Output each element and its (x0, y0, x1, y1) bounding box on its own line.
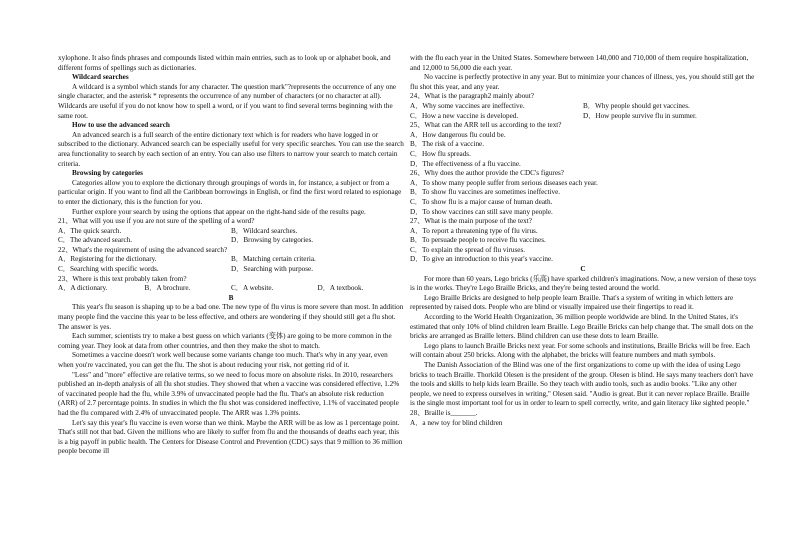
q21-option-c: C．The advanced search. (58, 236, 133, 245)
question-24-options-row2 (410, 112, 756, 122)
q27-option-a: A．To report a threatening type of flu virus. (410, 226, 538, 235)
q24-option-c: C．How a new vaccine is developed. (410, 111, 519, 120)
question-22-options-row1 (58, 255, 404, 265)
section-c-heading: C (580, 265, 586, 274)
q22-option-a: A．Registering for the dictionary. (58, 255, 157, 264)
question-23-options (58, 284, 404, 294)
q23-option-d: D．A textbook. (317, 284, 364, 293)
q25-option-a: A．How dangerous flu could be. (410, 130, 506, 139)
q27-option-b: B．To persuade people to receive flu vaccines. (410, 236, 546, 245)
c-paragraph-3: According to the World Health Organization, 36 million people worldwide are blind. In the United States, it's estimated that only 10% of blind children learn Braille. Lego Braille Bricks can help change that. The small dots on the bricks are arranged as Braille letters. Blind children can use these dots to learn Braille. (410, 313, 754, 341)
question-26: 26、Why does the author provide the CDC's figures? (410, 169, 564, 178)
q26-option-b: B．To show flu vaccines are sometimes ineffective. (410, 188, 561, 197)
q21-option-d: D．Browsing by categories. (231, 236, 314, 245)
wildcard-paragraph: A wildcard is a symbol which stands for any character. The question mark"?represents the occurrence of any one single character, and the asterisk * represents the occurrence of any number of characters (or no character at all). Wildcards are useful if you do not know how to spell a word, or if you want to find several terms beginning with the same root. (58, 82, 397, 120)
b-paragraph-1: This year's flu season is shaping up to be a bad one. The new type of flu virus is more severe than most. In addition many people find the vaccine this year to be less effective, and others are wondering if they should still get a flu shot. The answer is yes. (58, 303, 404, 331)
question-28: 28、Braille is_______. (410, 408, 478, 417)
q25-option-b: B．The risk of a vaccine. (410, 140, 485, 149)
c-paragraph-2: Lego Braille Bricks are designed to help people learn Braille. That's a system of writing in which letters are represented by raised dots. People who are blind or visually impaired use their fingertips to read it. (410, 293, 734, 312)
b-paragraph-2: Each summer, scientists try to make a best guess on which variants (变体) are going to be more common in the coming year. They look at data from other countries, and then they make the shot to match. (58, 332, 392, 350)
question-27: 27、What is the main purpose of the text? (410, 217, 532, 226)
q27-option-c: C．To explain the spread of flu viruses. (410, 245, 526, 254)
q26-option-d: D．To show vaccines can still save many people. (410, 207, 553, 216)
question-24-options-row1 (410, 102, 756, 112)
q28-option-a: A．a new toy for blind children (410, 418, 503, 427)
intro-paragraph: xylophone. It also finds phrases and compounds listed within main entries, such as to look up or alphabet book, and different forms of spellings such as dictionaries. (58, 54, 391, 72)
q23-option-b: B．A brochure. (144, 284, 191, 293)
advanced-search-paragraph: An advanced search is a full search of the entire dictionary text which is for readers who have logged in or subscribed to the dictionary. Advanced search can be especially useful for very specific searches. You can use the search area functionality to search by each section of an entry. You can also use filters to narrow your search to match certain criteria. (58, 130, 404, 168)
q23-option-c: C．A website. (231, 284, 274, 293)
q24-option-d: D．How people survive flu in summer. (583, 111, 697, 120)
question-21-options-row1 (58, 227, 404, 237)
b-paragraph-5: Let's say this year's flu vaccine is even worse than we think. Maybe the ARR will be as low as 1 percentage point. That's still not that bad. Given the millions who are likely to suffer from flu and the thousands of deaths each year, this is a big payoff in public health. The Centers for Disease Control and Prevention (CDC) says that 9 million to 36 million people become ill (58, 418, 403, 456)
q22-option-d: D．Searching with purpose. (231, 265, 314, 274)
q22-option-c: C．Searching with specific words. (58, 265, 159, 274)
further-paragraph: Further explore your search by using the options that appear on the right-hand side of the results page. (72, 207, 366, 216)
c-paragraph-1: For more than 60 years, Lego bricks (乐高) have sparked children's imaginations. Now, a new version of these toys is in the works. They're Lego Braille Bricks, and they're being tested around the world. (410, 274, 756, 293)
wildcard-heading: Wildcard searches (72, 73, 129, 82)
question-25: 25、What can the ARR tell us according to the text? (410, 121, 562, 130)
question-22: 22、What's the requirement of using the advanced search? (58, 245, 228, 254)
left-column (58, 54, 404, 457)
q23-option-a: A．A dictionary. (58, 284, 108, 293)
b-paragraph-4: "Less" and "more" effective are relative terms, so we need to focus more on absolute risks. In 2010, researchers published an in-depth analysis of all flu shot studies. They showed that when a vaccine was considered effective, 1.2% of vaccinated people had the flu, while 3.9% of unvaccinated people had the flu. That's an absolute risk reduction (ARR) of 2.7 percentage points. In studies in which the flu shot was considered ineffective, 1.1% of vaccinated people had the flu compared with 2.4% of unvaccinated people. The ARR was 1.3% points. (58, 370, 400, 417)
q21-option-a: A．The quick search. (58, 226, 122, 235)
q27-option-d: D．To give an introduction to this year's vaccine. (410, 255, 553, 264)
browsing-paragraph: Categories allow you to explore the dictionary through groupings of words in, for instance, a subject or from a particular origin. If you want to find all the Caribbean borrowings in English, or find the first word related to espionage to enter the dictionary, this is the function for you. (58, 178, 402, 206)
browsing-heading: Browsing by categories (72, 169, 143, 178)
question-23: 23、Where is this text probably taken from? (58, 274, 187, 283)
q22-option-b: B．Matching certain criteria. (231, 255, 316, 264)
q25-option-c: C．How flu spreads. (410, 149, 471, 158)
b-paragraph-5-continued: with the flu each year in the United States. Somewhere between 140,000 and 710,000 of them require hospitalization, and 12,000 to 56,000 die each year. (410, 54, 749, 72)
section-b-heading: B (228, 293, 234, 302)
q26-option-a: A．To show many people suffer from serious diseases each year. (410, 178, 598, 187)
q21-option-b: B．Wildcard searches. (231, 226, 298, 235)
b-paragraph-6: No vaccine is perfectly protective in any year. But to minimize your chances of illness, yes, you should still get the flu shot this year, and any year. (410, 73, 755, 91)
q25-option-d: D．The effectiveness of a flu vaccine. (410, 159, 521, 168)
q24-option-b: B．Why people should get vaccines. (583, 101, 690, 110)
question-21: 21、What will you use if you are not sure of the spelling of a word? (58, 217, 255, 226)
q26-option-c: C．To show flu is a major cause of human death. (410, 197, 553, 206)
right-column (410, 54, 756, 428)
q24-option-a: A．Why some vaccines are ineffective. (410, 101, 525, 110)
b-paragraph-3: Sometimes a vaccine doesn't work well because some variants change too much. That's why in any year, even when you're vaccinated, you can get the flu. The shot is about reducing your risk, not getting rid of it. (58, 351, 388, 369)
question-21-options-row2 (58, 236, 404, 246)
c-paragraph-5: The Danish Association of the Blind was one of the first organizations to come up with the idea of using Lego bricks to teach Braille. Thorkild Olesen is the president of the group. Olesen is blind. He says many teachers don't have the tools and skills to help kids learn Braille. So they teach with audio tools, such as audio books. "Like any other people, we need to express ourselves in writing," Olesen said. "Audio is great. But it can never replace Braille. Braille is the single most important tool for us in order to learn to spell correctly, write, and gain literacy like sighted people." (410, 361, 754, 408)
advanced-search-heading: How to use the advanced search (72, 121, 170, 130)
question-22-options-row2 (58, 265, 404, 275)
question-24: 24、What is the paragraph2 mainly about? (410, 92, 534, 101)
c-paragraph-4: Lego plans to launch Braille Bricks next year. For some schools and institutions, Braille Bricks will be free. Each will contain about 250 bricks. Along with the alphabet, the bricks will feature numbers and math symbols. (410, 341, 750, 360)
